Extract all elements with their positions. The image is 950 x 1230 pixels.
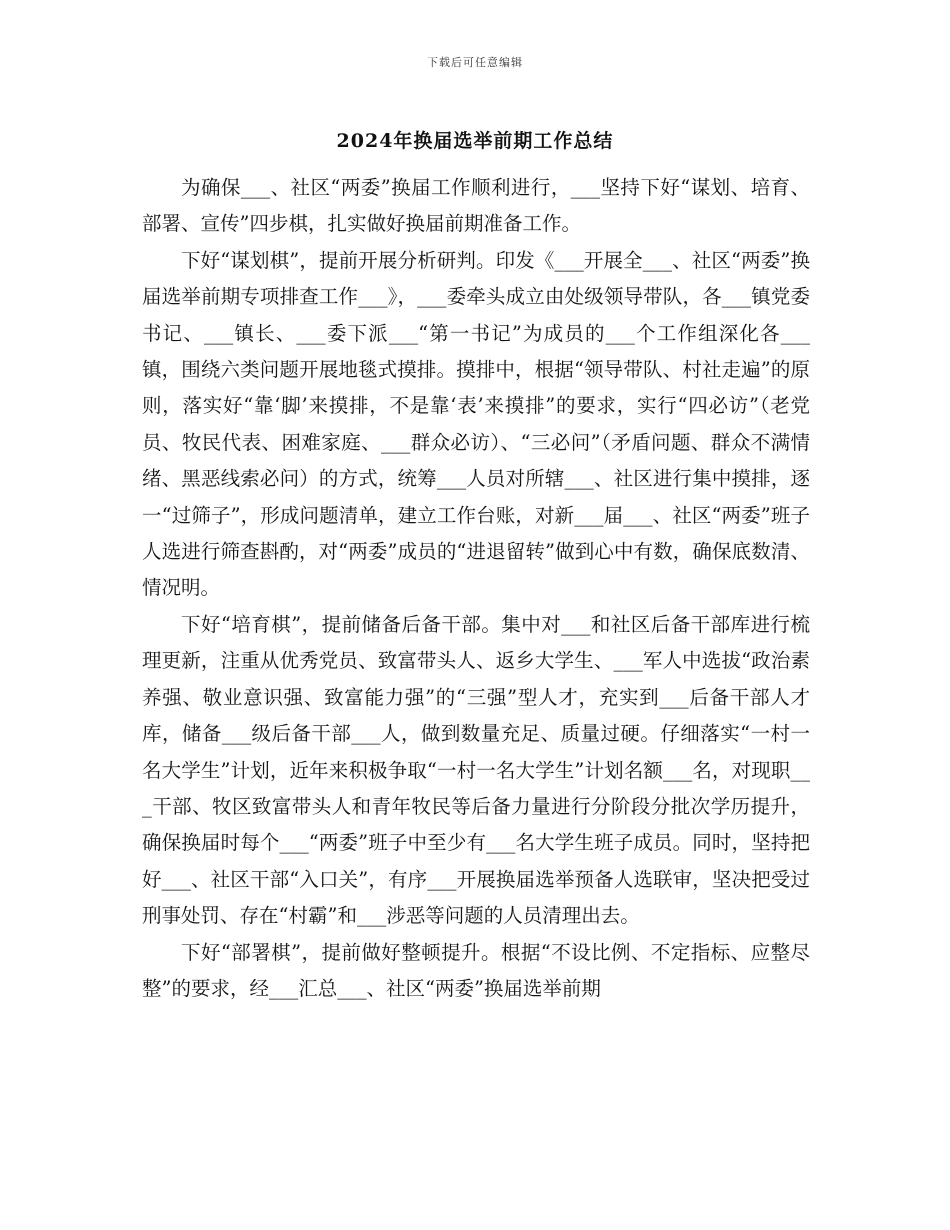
paragraph-cultivation: 下好“培育棋”，提前储备后备干部。集中对___和社区后备干部库进行梳理更新，注重从优秀党员、致富带头人、返乡大学生、___军人中选拔“政治素养强、敬业意识强、致富能力强”的“三强”型人才，充实到___后备干部人才库，储备___级后备干部___人，做到数量充足、质量过硬。仔细落实“一村一名大学生”计划，近年来积极争取“一村一名大学生”计划名额___名，对现职___干部、牧区致富带头人和青年牧民等后备力量进行分阶段分批次学历提升，确保换届时每个___“两委”班子中至少有___名大学生班子成员。同时，坚持把好___、社区干部“入口关”，有序___开展换届选举预备人选联审，坚决把受过刑事处罚、存在“村霸”和___涉恶等问题的人员清理出去。 — [142, 612, 810, 928]
paragraph-planning: 下好“谋划棋”，提前开展分析研判。印发《___开展全___、社区“两委”换届选举前期专项排查工作___》，___委牵头成立由处级领导带队，各___镇党委书记、___镇长、___委下派___“第一书记”为成员的___个工作组深化各___镇，围绕六类问题开展地毯式摸排。摸排中，根据“领导带队、村社走遍”的原则，落实好“靠‘脚’来摸排，不是靠‘表’来摸排”的要求，实行“四必访”（老党员、牧民代表、困难家庭、___群众必访）、“三必问”（矛盾问题、群众不满情绪、黑恶线索必问）的方式，统筹___人员对所辖___、社区进行集中摸排，逐一“过筛子”，形成问题清单，建立工作台账，对新___届___、社区“两委”班子人选进行筛查斟酌，对“两委”成员的“进退留转”做到心中有数，确保底数清、情况明。 — [142, 248, 810, 600]
page-header-note: 下载后可任意编辑 — [427, 56, 523, 69]
paragraph-intro: 为确保___、社区“两委”换届工作顺利进行，___坚持下好“谋划、培育、部署、宣传”四步棋，扎实做好换届前期准备工作。 — [142, 176, 810, 236]
document-body — [142, 170, 810, 1007]
document-title: 2024年换届选举前期工作总结 — [336, 130, 614, 152]
paragraph-deployment: 下好“部署棋”，提前做好整顿提升。根据“不设比例、不定指标、应整尽整”的要求，经___汇总___、社区“两委”换届选举前期 — [142, 940, 810, 1000]
